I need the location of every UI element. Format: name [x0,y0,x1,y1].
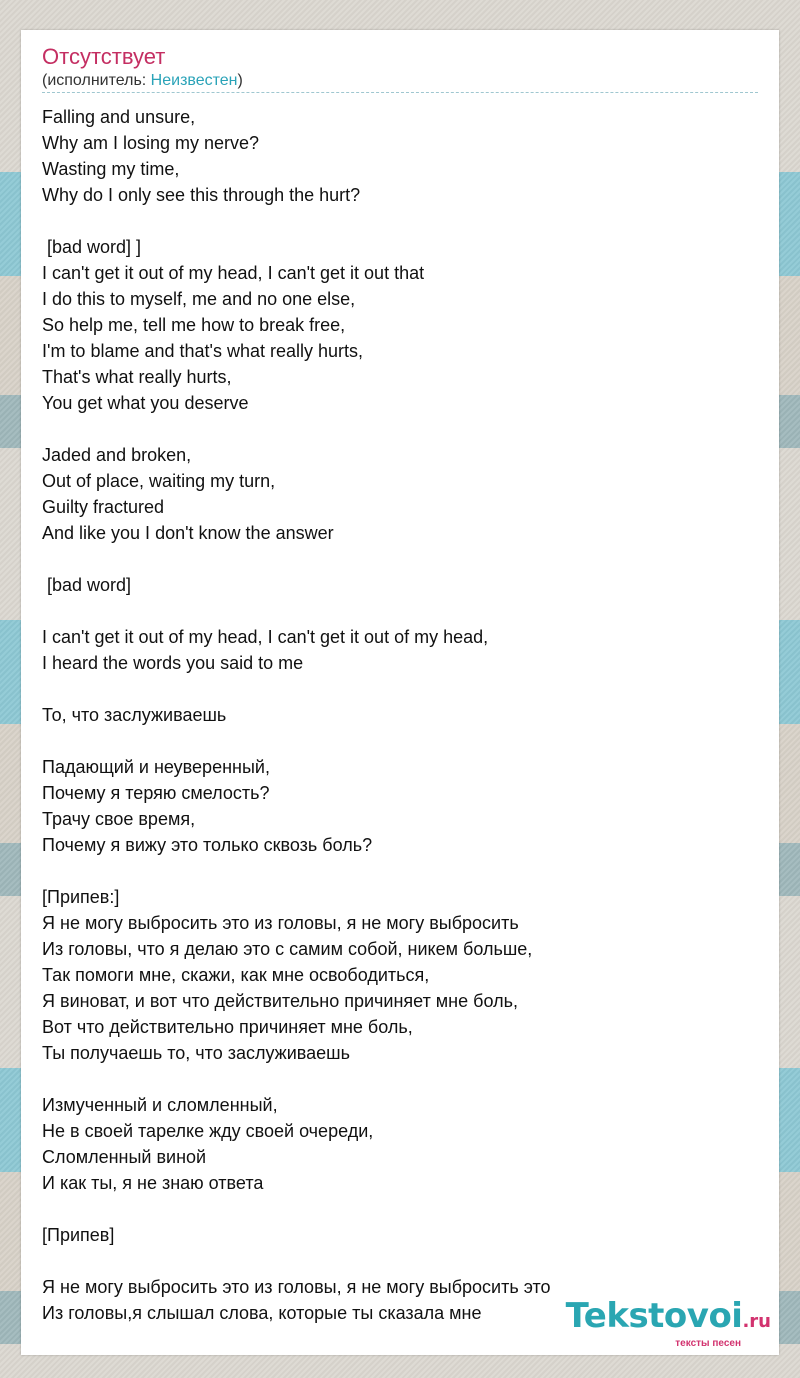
lyric-line: Так помоги мне, скажи, как мне освободиться, [42,965,430,985]
lyric-line: So help me, tell me how to break free, [42,315,346,335]
lyric-line: Guilty fractured [42,497,165,517]
logo-tld: .ru [742,1311,771,1332]
lyric-line: Ты получаешь то, что заслуживаешь [42,1043,350,1063]
lyric-line: I'm to blame and that's what really hurts, [42,341,364,361]
lyric-line: I do this to myself, me and no one else, [42,289,356,309]
lyric-line: Сломленный виной [42,1147,207,1167]
lyric-line: Падающий и неуверенный, [42,757,270,777]
lyric-line [42,676,551,702]
lyric-line: Why am I losing my nerve? [42,133,260,153]
lyric-line: Out of place, waiting my turn, [42,471,276,491]
lyric-line: I heard the words you said to me [42,653,304,673]
lyric-line: That's what really hurts, [42,367,232,387]
lyric-line: То, что заслуживаешь [42,705,227,725]
logo-wordmark [566,1298,771,1340]
site-logo[interactable] [566,1298,771,1349]
lyric-line: Wasting my time, [42,159,180,179]
lyric-line [42,1248,551,1274]
lyric-line: Трачу свое время, [42,809,196,829]
lyric-line: Why do I only see this through the hurt? [42,185,361,205]
lyric-line: Jaded and broken, [42,445,192,465]
artist-prefix: (исполнитель: [42,72,151,89]
lyric-line: I can't get it out of my head, I can't get it out that [42,263,425,283]
lyric-line: Из головы,я слышал слова, которые ты сказала мне [42,1303,482,1323]
lyric-line: [Припев:] [42,887,120,907]
lyric-line: [bad word] ] [42,237,142,257]
lyric-line [42,546,551,572]
lyric-line: You get what you deserve [42,393,249,413]
lyric-line [42,416,551,442]
lyric-line [42,858,551,884]
lyric-line [42,1196,551,1222]
logo-tagline: тексты песен [675,1338,741,1349]
artist-line [42,72,243,90]
lyric-line: Я виноват, и вот что действительно причиняет мне боль, [42,991,518,1011]
artist-suffix: ) [237,72,243,89]
lyric-line: Falling and unsure, [42,107,196,127]
lyrics-text [42,104,551,1326]
lyric-line: And like you I don't know the answer [42,523,334,543]
logo-name: Tekstovoi [565,1296,743,1336]
lyric-line: Почему я теряю смелость? [42,783,270,803]
lyric-line: Почему я вижу это только сквозь боль? [42,835,373,855]
lyrics-card [21,30,779,1355]
artist-link[interactable]: Неизвестен [150,72,238,89]
lyric-line [42,728,551,754]
lyric-line: Из головы, что я делаю это с самим собой, никем больше, [42,939,533,959]
lyric-line [42,598,551,624]
title-divider [42,92,758,93]
lyric-line: [bad word] [42,575,132,595]
lyric-line: Не в своей тарелке жду своей очереди, [42,1121,374,1141]
lyric-line: И как ты, я не знаю ответа [42,1173,264,1193]
lyric-line [42,1066,551,1092]
lyric-line [42,208,551,234]
lyric-line: [Припев] [42,1225,115,1245]
song-title: Отсутствует [42,44,166,69]
lyric-line: Измученный и сломленный, [42,1095,278,1115]
lyric-line: Я не могу выбросить это из головы, я не могу выбросить [42,913,519,933]
lyric-line: Я не могу выбросить это из головы, я не могу выбросить это [42,1277,551,1297]
lyric-line: I can't get it out of my head, I can't get it out of my head, [42,627,489,647]
lyric-line: Вот что действительно причиняет мне боль, [42,1017,413,1037]
